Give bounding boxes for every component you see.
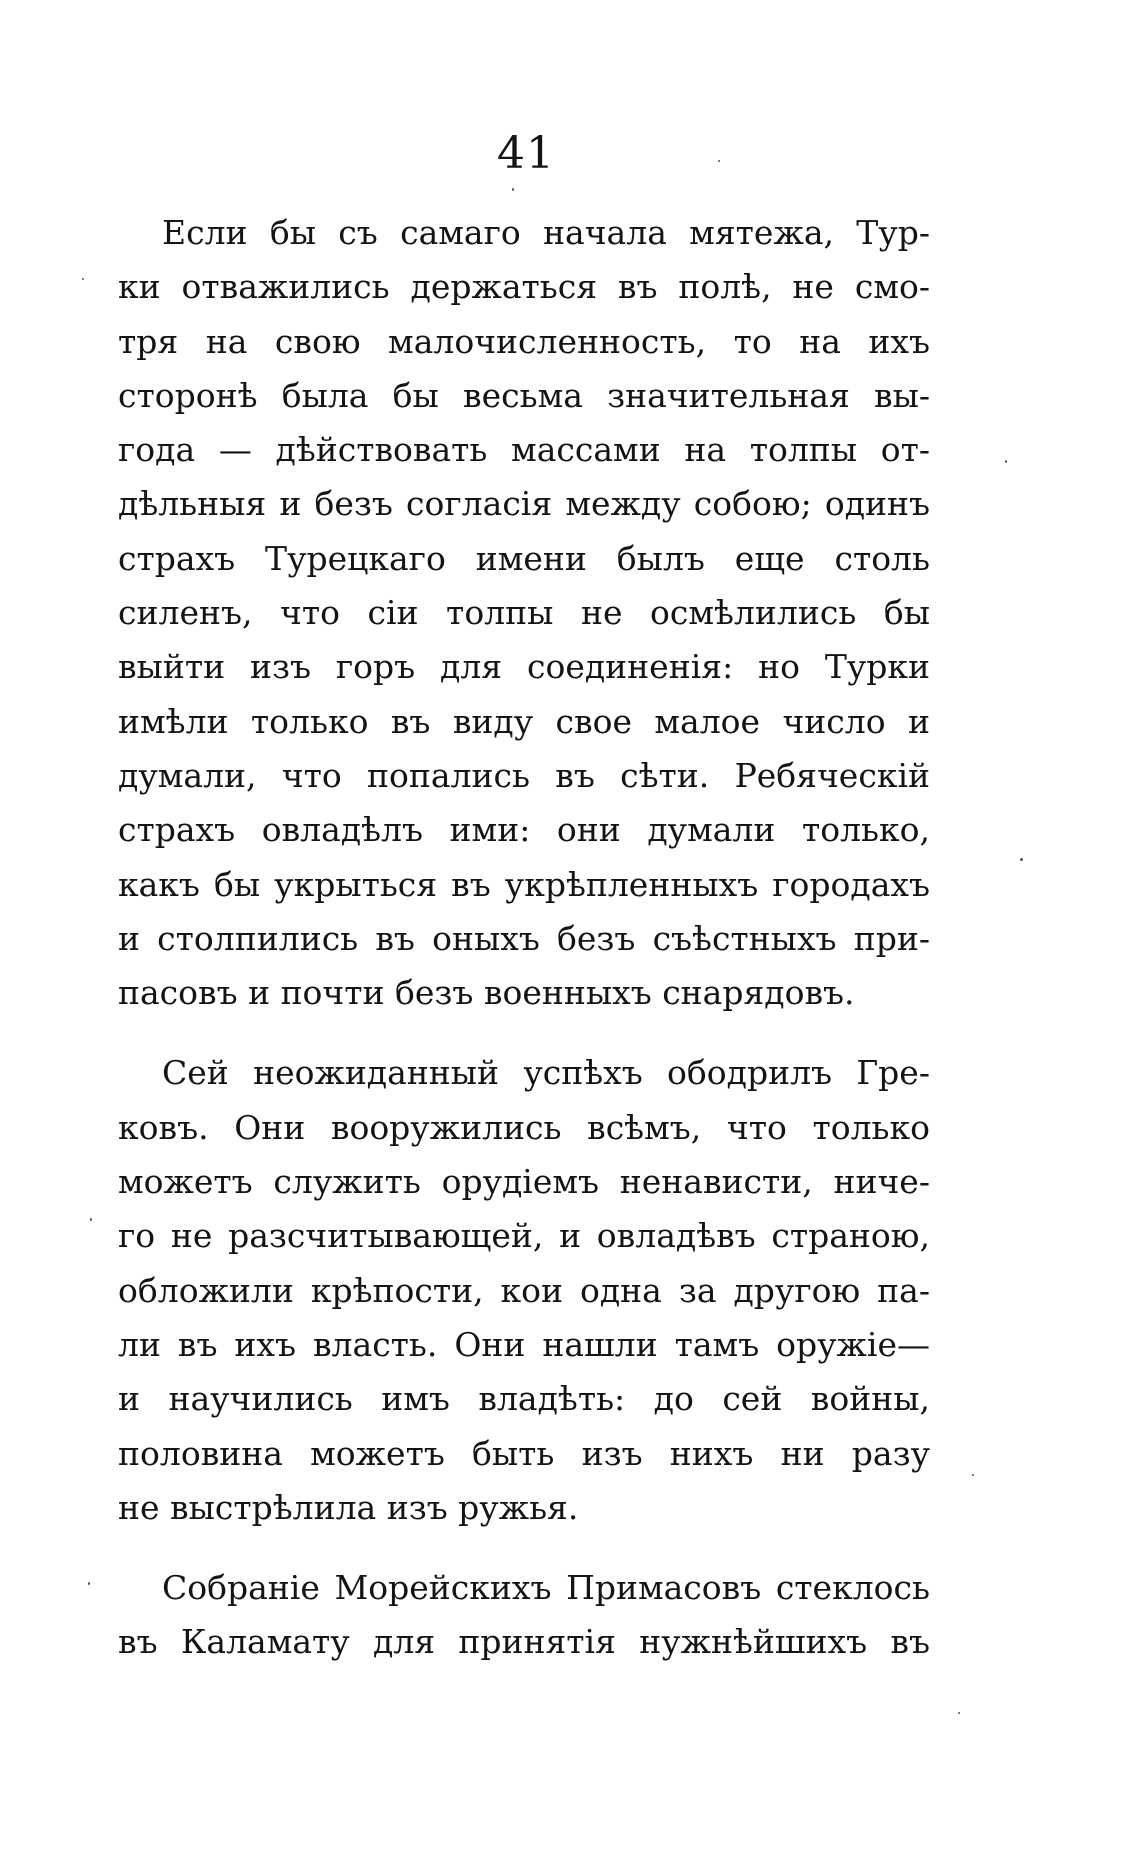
scan-speck bbox=[90, 1218, 92, 1221]
text-line: ли въ ихъ власть. Они нашли тамъ оружіе— bbox=[118, 1324, 930, 1364]
text-line: тря на свою малочисленность, то на ихъ bbox=[118, 321, 930, 361]
text-line: го не разсчитывающей, и овладѣвъ страною, bbox=[118, 1216, 930, 1256]
scan-speck bbox=[88, 1582, 90, 1585]
text-line: ки отважились держаться въ полѣ, не смо- bbox=[118, 267, 930, 307]
text-line: ковъ. Они вооружились всѣмъ, что только bbox=[118, 1107, 930, 1147]
text-line: половина можетъ быть изъ нихъ ни разу bbox=[118, 1433, 930, 1473]
text-line: выйти изъ горъ для соединенія: но Турки bbox=[118, 647, 930, 687]
text-line: силенъ, что сіи толпы не осмѣлились бы bbox=[118, 593, 930, 633]
text-line: пасовъ и почти безъ военныхъ снарядовъ. bbox=[118, 973, 855, 1013]
scan-speck bbox=[958, 1712, 960, 1714]
paragraph-3 bbox=[118, 1561, 930, 1670]
paragraph-spacer bbox=[118, 1535, 930, 1561]
scan-speck bbox=[512, 188, 514, 191]
text-line: какъ бы укрыться въ укрѣпленныхъ городахъ bbox=[118, 864, 930, 904]
text-line: Сей неожиданный успѣхъ ободрилъ Гре- bbox=[162, 1053, 930, 1093]
text-line: Если бы съ самаго начала мятежа, Тур- bbox=[162, 213, 930, 252]
text-line: дѣльныя и безъ согласія между собою; одинъ bbox=[118, 484, 930, 524]
scan-speck bbox=[1020, 858, 1023, 861]
text-line: и научились имъ владѣть: до сей войны, bbox=[118, 1379, 930, 1419]
text-line: можетъ служить орудіемъ ненависти, ниче- bbox=[118, 1162, 930, 1202]
text-line: думали, что попались въ сѣти. Ребяческій bbox=[118, 755, 930, 795]
text-line: не выстрѣлила изъ ружья. bbox=[118, 1487, 579, 1527]
scan-speck bbox=[82, 278, 84, 280]
text-line: въ Каламату для принятія нужнѣйшихъ въ bbox=[118, 1622, 930, 1662]
text-line: года — дѣйствовать массами на толпы от- bbox=[118, 430, 930, 470]
paragraph-2 bbox=[118, 1046, 930, 1535]
text-line: Собраніе Морейскихъ Примасовъ стеклось bbox=[162, 1568, 930, 1608]
paragraph-1 bbox=[118, 206, 930, 1020]
scan-speck bbox=[1005, 460, 1007, 463]
text-line: страхъ Турецкаго имени былъ еще столь bbox=[118, 538, 930, 578]
paragraph-spacer bbox=[118, 1020, 930, 1046]
text-body bbox=[118, 206, 930, 1670]
scan-speck bbox=[972, 1474, 974, 1476]
scan-speck bbox=[718, 160, 720, 162]
text-line: страхъ овладѣлъ ими: они думали только, bbox=[118, 810, 930, 850]
text-line: обложили крѣпости, кои одна за другою па- bbox=[118, 1270, 930, 1310]
text-line: имѣли только въ виду свое малое число и bbox=[118, 701, 930, 741]
text-line: сторонѣ была бы весьма значительная вы- bbox=[118, 375, 930, 415]
page-number: 41 bbox=[497, 128, 555, 179]
text-line: и столпились въ оныхъ безъ съѣстныхъ при- bbox=[118, 918, 930, 958]
